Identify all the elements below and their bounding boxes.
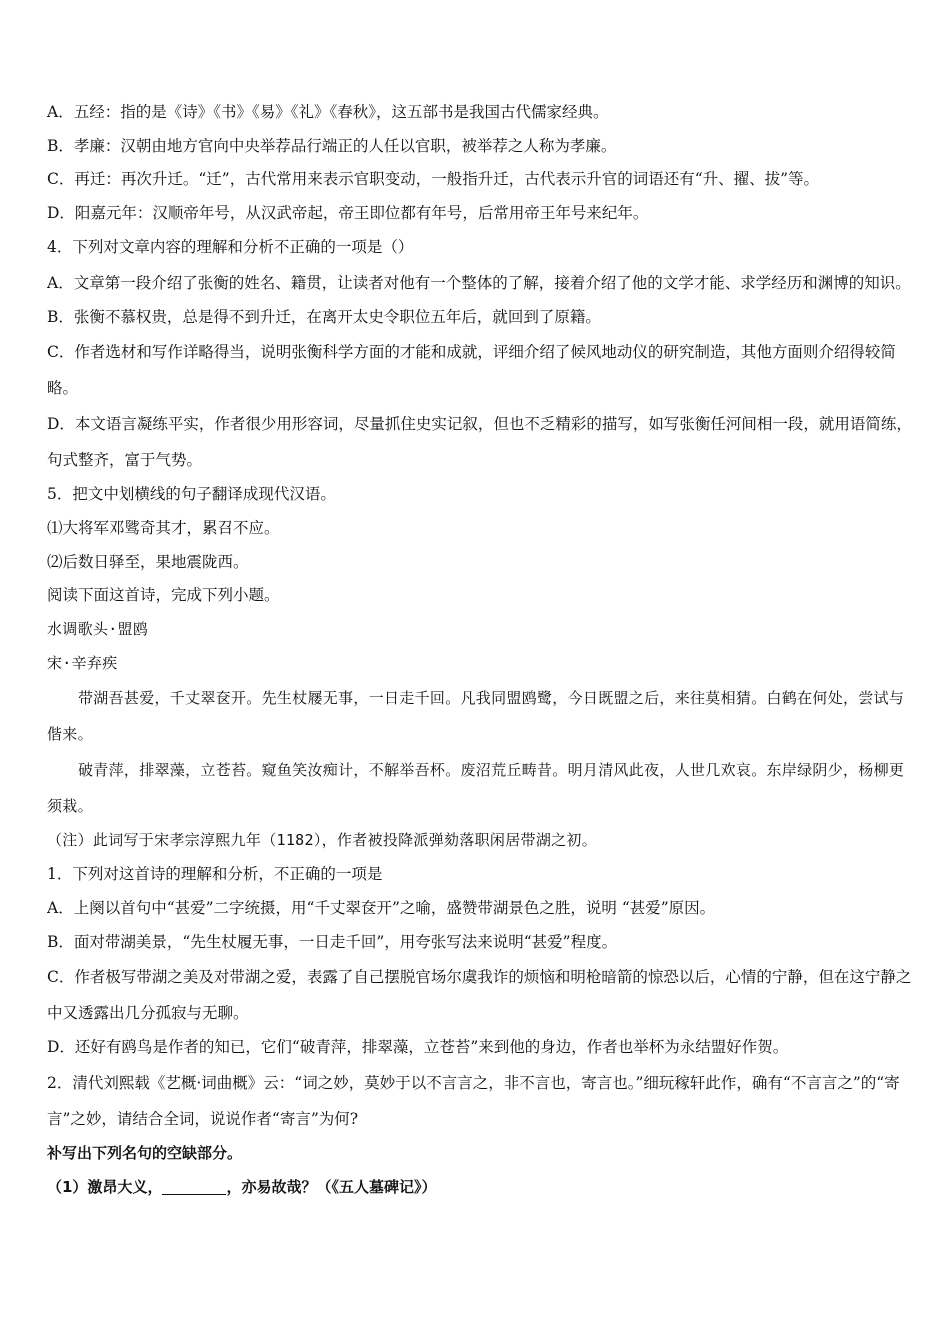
q5-stem: 5．把文中划横线的句子翻译成现代汉语。 — [47, 485, 336, 504]
poem-intro: 阅读下面这首诗，完成下列小题。 — [47, 586, 280, 605]
q3-option-d: D．阳嘉元年：汉顺帝年号，从汉武帝起，帝王即位都有年号，后常用帝王年号来纪年。 — [47, 204, 649, 223]
poem-q1-stem: 1．下列对这首诗的理解和分析，不正确的一项是 — [47, 865, 383, 884]
q4-option-b: B．张衡不慕权贵，总是得不到升迁，在离开太史令职位五年后，就回到了原籍。 — [47, 307, 601, 326]
poem-q1-option-a: A．上阕以首句中“甚爱”二字统摄，用“千丈翠奁开”之喻，盛赞带湖景色之胜，说明 “甚爱”原因。 — [47, 898, 716, 917]
poem-q1-option-c: C．作者极写带湖之美及对带湖之爱，表露了自己摆脱官场尔虞我诈的烦恼和明枪暗箭的惊恐以后，心情的宁静，但在这宁静之中又透露出几分孤寂与无聊。 — [47, 968, 912, 1023]
poem-note: （注）此词写于宋孝宗淳熙九年（1182），作者被投降派弹劾落职闲居带湖之初。 — [47, 831, 598, 850]
poem-stanza-1: 带湖吾甚爱，千丈翠奁开。先生杖屦无事，一日走千回。凡我同盟鸥鹭，今日既盟之后，来往莫相猜。白鹤在何处，尝试与偕来。 — [47, 689, 905, 744]
fill-q1-before: （1）激昂大义， — [47, 1177, 163, 1196]
poem-q1-option-b: B．面对带湖美景，“先生杖履无事，一日走千回”，用夸张写法来说明“甚爱”程度。 — [47, 932, 618, 951]
q4-option-a: A．文章第一段介绍了张衡的姓名、籍贯，让读者对他有一个整体的了解，接着介绍了他的文学才能、求学经历和渊博的知识。 — [47, 273, 911, 292]
q3-option-b: B．孝廉：汉朝由地方官向中央举荐品行端正的人任以官职，被举荐之人称为孝廉。 — [47, 136, 617, 155]
q4-stem: 4．下列对文章内容的理解和分析不正确的一项是（） — [47, 237, 414, 256]
q4-option-c: C．作者选材和写作详略得当，说明张衡科学方面的才能和成就，评细介绍了候风地动仪的研究制造，其他方面则介绍得较简略。 — [47, 343, 896, 398]
q4-option-d: D．本文语言凝练平实，作者很少用形容词，尽量抓住史实记叙，但也不乏精彩的描写，如写张衡任河间相一段，就用语简练，句式整齐，富于气势。 — [47, 415, 912, 470]
q5-sentence-1: ⑴大将军邓骘奇其才，累召不应。 — [47, 518, 280, 537]
poem-title: 水调歌头·盟鸥 — [47, 620, 149, 639]
fill-heading: 补写出下列名句的空缺部分。 — [47, 1143, 243, 1162]
poem-q1-option-d: D．还好有鸥鸟是作者的知已，它们“破青萍，排翠藻，立苍苔”来到他的身边，作者也举杯为永结盟好作贺。 — [47, 1038, 789, 1057]
poem-author: 宋·辛弃疾 — [47, 653, 118, 672]
q3-option-a: A．五经：指的是《诗》《书》《易》《礼》《春秋》，这五部书是我国古代儒家经典。 — [47, 103, 609, 121]
q5-sentence-2: ⑵后数日驿至，果地震陇西。 — [47, 552, 249, 571]
fill-q1-after: ，亦易故哉？（《五人墓碑记》） — [226, 1177, 437, 1196]
document-page — [47, 96, 915, 1204]
fill-blank[interactable] — [162, 1179, 226, 1195]
q3-option-c: C．再迁：再次升迁。“迁”，古代常用来表示官职变动，一般指升迁，古代表示升官的词语还有“升、擢、拔”等。 — [47, 170, 820, 189]
poem-q2: 2．清代刘熙载《艺概·词曲概》云：“词之妙，莫妙于以不言言之，非不言也，寄言也。”细玩稼轩此作，确有“不言言之”的“寄言”之妙，请结合全词，说说作者“寄言”为何? — [47, 1073, 900, 1128]
poem-stanza-2: 破青萍，排翠藻，立苍苔。窥鱼笑汝痴计，不解举吾杯。废沼荒丘畴昔。明月清风此夜，人世几欢哀。东岸绿阴少，杨柳更须栽。 — [47, 761, 905, 816]
fill-question-1 — [47, 1171, 915, 1205]
